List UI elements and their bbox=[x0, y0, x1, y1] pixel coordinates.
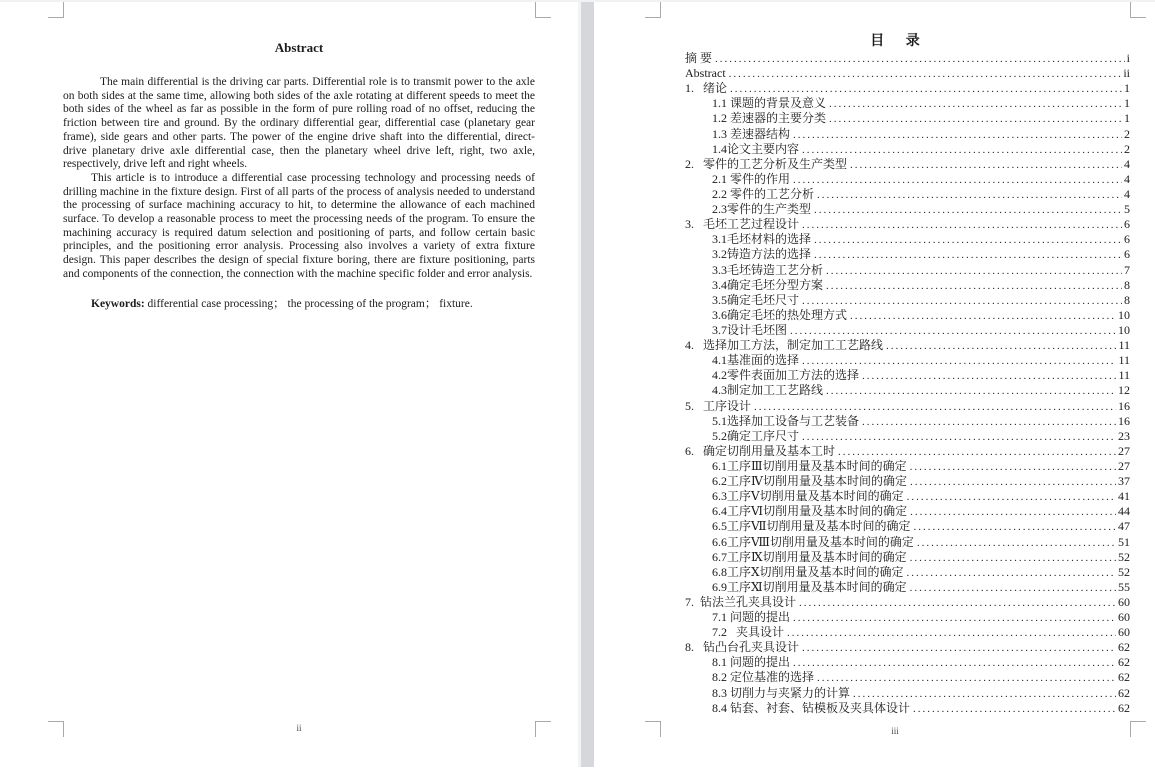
abstract-body bbox=[63, 76, 535, 311]
toc-entry-page-number: 47 bbox=[1118, 519, 1130, 534]
toc-entry-label: 8.1 问题的提出 bbox=[712, 655, 791, 670]
toc-entry-label: 6.5工序Ⅶ切削用量及基本时间的确定 bbox=[712, 519, 911, 534]
crop-mark-bottom-right bbox=[1130, 721, 1146, 737]
toc-entry-label: 2.2 零件的工艺分析 bbox=[712, 186, 815, 201]
toc-entry-page-number: 6 bbox=[1124, 217, 1130, 232]
toc-entry[interactable] bbox=[660, 640, 1130, 655]
toc-entry-label: 4.1基准面的选择 bbox=[712, 353, 800, 368]
toc-entry-label: 3.2铸造方法的选择 bbox=[712, 247, 812, 262]
toc-leader-dots bbox=[802, 641, 1116, 656]
toc-entry[interactable] bbox=[660, 686, 1130, 701]
toc-leader-dots bbox=[793, 656, 1116, 671]
toc-leader-dots bbox=[910, 551, 1116, 566]
toc-title: 目 录 bbox=[870, 34, 929, 49]
toc-leader-dots bbox=[793, 173, 1122, 188]
toc-leader-dots bbox=[907, 490, 1116, 505]
toc-entry-label: 5.1选择加工设备与工艺装备 bbox=[712, 413, 860, 428]
toc-entry-label: 4.2零件表面加工方法的选择 bbox=[712, 368, 860, 383]
toc-entry-page-number: 2 bbox=[1124, 141, 1130, 156]
toc-entry-page-number: 11 bbox=[1118, 368, 1130, 383]
toc-leader-dots bbox=[907, 566, 1116, 581]
toc-leader-dots bbox=[814, 248, 1122, 263]
toc-entry-label: 8.3 切削力与夹紧力的计算 bbox=[712, 685, 851, 700]
toc-entry-label: 1.3 差速器结构 bbox=[712, 126, 791, 141]
toc-entry-label: 1. 绪论 bbox=[685, 81, 728, 96]
toc-leader-dots bbox=[793, 128, 1122, 143]
toc-entry-label: 6.1工序Ⅲ切削用量及基本时间的确定 bbox=[712, 458, 907, 473]
crop-mark-top-left bbox=[48, 2, 64, 18]
toc-entry-label: 7. 钻法兰孔夹具设计 bbox=[685, 594, 797, 609]
toc-entry[interactable] bbox=[660, 338, 1130, 353]
toc-entry[interactable] bbox=[660, 489, 1130, 504]
toc-entry-page-number: 2 bbox=[1124, 126, 1130, 141]
toc-entry-label: 2.1 零件的作用 bbox=[712, 171, 791, 186]
toc-entry[interactable] bbox=[660, 444, 1130, 459]
toc-leader-dots bbox=[826, 384, 1116, 399]
toc-leader-dots bbox=[862, 369, 1116, 384]
toc-entry-page-number: 7 bbox=[1124, 262, 1130, 277]
page-number-footer-left: ii bbox=[296, 723, 302, 733]
toc-entry[interactable] bbox=[660, 414, 1130, 429]
toc-entry-page-number: 16 bbox=[1118, 413, 1130, 428]
toc-leader-dots bbox=[910, 475, 1116, 490]
toc-entry[interactable] bbox=[660, 217, 1130, 232]
toc-leader-dots bbox=[838, 445, 1116, 460]
toc-entry[interactable] bbox=[660, 81, 1130, 96]
toc-entry[interactable] bbox=[660, 535, 1130, 550]
crop-mark-top-right bbox=[1130, 2, 1146, 18]
toc-entry-page-number: 27 bbox=[1118, 458, 1130, 473]
toc-leader-dots bbox=[814, 233, 1122, 248]
toc-entry-label: 8.2 定位基准的选择 bbox=[712, 670, 815, 685]
toc-entry-label: 1.1 课题的背景及意义 bbox=[712, 96, 827, 111]
toc-leader-dots bbox=[910, 460, 1116, 475]
keywords-text: differential case processing； the processing of the program； fixture. bbox=[144, 297, 473, 310]
toc-entry[interactable] bbox=[660, 459, 1130, 474]
toc-entry[interactable] bbox=[660, 580, 1130, 595]
toc-leader-dots bbox=[829, 112, 1122, 127]
toc-leader-dots bbox=[886, 339, 1116, 354]
toc-entry-label: 6.2工序Ⅳ切削用量及基本时间的确定 bbox=[712, 474, 907, 489]
toc-entry-page-number: 27 bbox=[1118, 443, 1130, 458]
toc-entry-label: 3.4确定毛坯分型方案 bbox=[712, 277, 824, 292]
toc-leader-dots bbox=[817, 671, 1116, 686]
toc-entry[interactable] bbox=[660, 293, 1130, 308]
toc-leader-dots bbox=[910, 581, 1116, 596]
toc-entry-label: 3.5确定毛坯尺寸 bbox=[712, 292, 800, 307]
toc-page bbox=[594, 0, 1155, 770]
toc-entry-label: 3.3毛坯铸造工艺分析 bbox=[712, 262, 824, 277]
toc-leader-dots bbox=[802, 430, 1116, 445]
toc-entry-page-number: 62 bbox=[1118, 640, 1130, 655]
crop-mark-bottom-left bbox=[645, 721, 661, 737]
toc-entry-page-number: 23 bbox=[1118, 428, 1130, 443]
toc-leader-dots bbox=[910, 505, 1116, 520]
toc-entry[interactable] bbox=[660, 96, 1130, 111]
toc-entry-label: 7.1 问题的提出 bbox=[712, 610, 791, 625]
toc-entry-page-number: 4 bbox=[1124, 186, 1130, 201]
toc-entry[interactable] bbox=[660, 565, 1130, 580]
toc-entry-label: 6.6工序Ⅷ切削用量及基本时间的确定 bbox=[712, 534, 914, 549]
toc-entry-page-number: 60 bbox=[1118, 594, 1130, 609]
toc-leader-dots bbox=[729, 67, 1122, 82]
toc-entry-page-number: 52 bbox=[1118, 549, 1130, 564]
toc-entry-label: 3.1毛坯材料的选择 bbox=[712, 232, 812, 247]
toc-entry-page-number: 10 bbox=[1118, 322, 1130, 337]
toc-entry-label: 3.7设计毛坯图 bbox=[712, 322, 788, 337]
toc-entry[interactable] bbox=[660, 701, 1130, 716]
abstract-title: Abstract bbox=[274, 40, 324, 55]
toc-entry[interactable] bbox=[660, 504, 1130, 519]
toc-entry-label: 7.2 夹具设计 bbox=[712, 625, 785, 640]
toc-entry[interactable] bbox=[660, 474, 1130, 489]
abstract-paragraph-1: The main differential is the driving car parts. Differential role is to transmit power to the axle on both sides at the same time, allowing both sides of the axle rotating at different speeds to meet the both sides of the wheel as far as possible in the form of pure rolling road of no offset, reducing the friction between tire and ground. By the ordinary differential gear, differential case (planetary gear frame), side gears and other parts. The power of the engine drive shaft into the differential, direct-drive planetary drive axle differential case, then the planetary wheel drive left, right, two axle, respectively, drive left and right wheels. bbox=[63, 76, 535, 171]
toc-entry[interactable] bbox=[660, 383, 1130, 398]
toc-entry[interactable] bbox=[660, 550, 1130, 565]
toc-entry-label: 4. 选择加工方法，制定加工工艺路线 bbox=[685, 338, 884, 353]
toc-entry-page-number: 60 bbox=[1118, 610, 1130, 625]
toc-leader-dots bbox=[850, 309, 1116, 324]
toc-leader-dots bbox=[850, 158, 1122, 173]
toc-entry[interactable] bbox=[660, 670, 1130, 685]
toc-entry-label: 6.9工序Ⅺ切削用量及基本时间的确定 bbox=[712, 579, 907, 594]
toc-leader-dots bbox=[790, 324, 1116, 339]
toc-entry-page-number: 5 bbox=[1124, 202, 1130, 217]
toc-entry-label: 摘 要 bbox=[685, 51, 713, 65]
toc-entry-page-number: 37 bbox=[1118, 474, 1130, 489]
toc-leader-dots bbox=[787, 626, 1116, 641]
toc-entry-page-number: 16 bbox=[1118, 398, 1130, 413]
toc-entry[interactable] bbox=[660, 187, 1130, 202]
toc-entry-page-number: 41 bbox=[1118, 489, 1130, 504]
toc-entry[interactable] bbox=[660, 429, 1130, 444]
toc-leader-dots bbox=[826, 264, 1122, 279]
toc-entry[interactable] bbox=[660, 157, 1130, 172]
toc-entry-page-number: 6 bbox=[1124, 247, 1130, 262]
toc-entry-page-number: 4 bbox=[1124, 156, 1130, 171]
toc-entry[interactable] bbox=[660, 278, 1130, 293]
toc-entry-page-number: 52 bbox=[1118, 564, 1130, 579]
toc-entry-page-number: 44 bbox=[1118, 504, 1130, 519]
toc-entry-page-number: 8 bbox=[1124, 277, 1130, 292]
keywords-line bbox=[63, 298, 535, 312]
toc-leader-dots bbox=[814, 203, 1122, 218]
crop-mark-top-left bbox=[645, 2, 661, 18]
crop-mark-bottom-right bbox=[535, 721, 551, 737]
toc-entry-label: 3.6确定毛坯的热处理方式 bbox=[712, 307, 848, 322]
toc-entry-page-number: 1 bbox=[1124, 96, 1130, 111]
toc-leader-dots bbox=[802, 218, 1122, 233]
page-divider bbox=[581, 0, 594, 767]
toc-entry[interactable] bbox=[660, 655, 1130, 670]
keywords-label: Keywords: bbox=[91, 297, 145, 310]
toc-entry-label: 5.2确定工序尺寸 bbox=[712, 428, 800, 443]
toc-entry-label: 8.4 钻套、衬套、钻模板及夹具体设计 bbox=[712, 700, 911, 715]
toc-entry[interactable] bbox=[660, 127, 1130, 142]
toc-entry-label: 2. 零件的工艺分析及生产类型 bbox=[685, 156, 848, 171]
toc-entries bbox=[660, 51, 1130, 716]
toc-entry-page-number: 62 bbox=[1118, 670, 1130, 685]
toc-entry[interactable] bbox=[660, 308, 1130, 323]
toc-entry-label: 1.4论文主要内容 bbox=[712, 141, 800, 156]
toc-entry-page-number: 11 bbox=[1118, 353, 1130, 368]
toc-entry[interactable] bbox=[660, 263, 1130, 278]
toc-leader-dots bbox=[802, 143, 1122, 158]
toc-entry-page-number: 55 bbox=[1118, 579, 1130, 594]
toc-entry-label: 1.2 差速器的主要分类 bbox=[712, 111, 827, 126]
toc-entry-label: 5. 工序设计 bbox=[685, 398, 752, 413]
toc-entry[interactable] bbox=[660, 66, 1130, 81]
toc-entry-page-number: 11 bbox=[1118, 338, 1130, 353]
toc-leader-dots bbox=[715, 52, 1125, 67]
toc-entry[interactable] bbox=[660, 51, 1130, 66]
toc-entry-label: 6.8工序Ⅹ切削用量及基本时间的确定 bbox=[712, 564, 904, 579]
toc-leader-dots bbox=[799, 596, 1116, 611]
toc-entry-label: 6.7工序Ⅸ切削用量及基本时间的确定 bbox=[712, 549, 907, 564]
toc-entry-page-number: 4 bbox=[1124, 171, 1130, 186]
toc-entry-label: 6. 确定切削用量及基本工时 bbox=[685, 443, 836, 458]
toc-entry-label: 3. 毛坯工艺过程设计 bbox=[685, 217, 800, 232]
toc-entry-label: 6.3工序Ⅴ切削用量及基本时间的确定 bbox=[712, 489, 904, 504]
toc-entry[interactable] bbox=[660, 368, 1130, 383]
abstract-paragraph-2: This article is to introduce a differential case processing technology and processing needs of drilling machine in the fixture design. First of all parts of the process of analysis needed to understand the processing of surface machining accuracy to hit, to determine the allowance of each machined surface. To develop a reasonable process to meet the processing needs of the program. To ensure the machining accuracy is required datum selection and positioning of parts, and follow certain basic principles, and the positioning error analysis. Processing also involves a variety of extra fixture design. This paper describes the design of special fixture boring, there are fixture positioning, parts and components of the connection, the connection with the machine specific folder and error analysis. bbox=[63, 171, 535, 280]
toc-entry[interactable] bbox=[660, 111, 1130, 126]
toc-leader-dots bbox=[793, 611, 1116, 626]
toc-leader-dots bbox=[913, 702, 1116, 717]
page-number-footer-right: iii bbox=[891, 726, 899, 736]
toc-entry-page-number: i bbox=[1126, 51, 1130, 65]
toc-entry-label: 6.4工序Ⅵ切削用量及基本时间的确定 bbox=[712, 504, 908, 519]
toc-entry[interactable] bbox=[660, 202, 1130, 217]
toc-entry-page-number: 1 bbox=[1124, 111, 1130, 126]
workspace-top-edge bbox=[0, 0, 1155, 2]
toc-leader-dots bbox=[853, 687, 1116, 702]
toc-entry-page-number: 62 bbox=[1118, 700, 1130, 715]
toc-entry[interactable] bbox=[660, 247, 1130, 262]
toc-entry[interactable] bbox=[660, 172, 1130, 187]
toc-entry-page-number: 1 bbox=[1124, 81, 1130, 96]
crop-mark-top-right bbox=[535, 2, 551, 18]
toc-entry-page-number: 10 bbox=[1118, 307, 1130, 322]
toc-leader-dots bbox=[802, 294, 1122, 309]
toc-entry-page-number: 60 bbox=[1118, 625, 1130, 640]
toc-entry[interactable] bbox=[660, 519, 1130, 534]
toc-leader-dots bbox=[914, 520, 1117, 535]
toc-leader-dots bbox=[829, 97, 1122, 112]
toc-entry-page-number: 6 bbox=[1124, 232, 1130, 247]
toc-entry-page-number: 51 bbox=[1118, 534, 1130, 549]
toc-leader-dots bbox=[862, 415, 1116, 430]
toc-leader-dots bbox=[826, 279, 1122, 294]
toc-entry[interactable] bbox=[660, 232, 1130, 247]
toc-entry-page-number: ii bbox=[1123, 66, 1130, 81]
toc-entry-page-number: 12 bbox=[1118, 383, 1130, 398]
toc-entry-label: Abstract bbox=[685, 66, 726, 81]
crop-mark-bottom-left bbox=[48, 721, 64, 737]
toc-entry[interactable] bbox=[660, 595, 1130, 610]
toc-leader-dots bbox=[817, 188, 1122, 203]
toc-entry[interactable] bbox=[660, 399, 1130, 414]
toc-entry[interactable] bbox=[660, 323, 1130, 338]
toc-leader-dots bbox=[917, 536, 1116, 551]
toc-entry[interactable] bbox=[660, 625, 1130, 640]
toc-entry-page-number: 8 bbox=[1124, 292, 1130, 307]
toc-leader-dots bbox=[754, 400, 1116, 415]
toc-entry-label: 8. 钻凸台孔夹具设计 bbox=[685, 640, 800, 655]
toc-entry-page-number: 62 bbox=[1118, 685, 1130, 700]
toc-entry[interactable] bbox=[660, 610, 1130, 625]
toc-entry[interactable] bbox=[660, 353, 1130, 368]
toc-entry-page-number: 62 bbox=[1118, 655, 1130, 670]
toc-entry-label: 2.3零件的生产类型 bbox=[712, 202, 812, 217]
toc-entry[interactable] bbox=[660, 142, 1130, 157]
toc-entry-label: 4.3制定加工工艺路线 bbox=[712, 383, 824, 398]
